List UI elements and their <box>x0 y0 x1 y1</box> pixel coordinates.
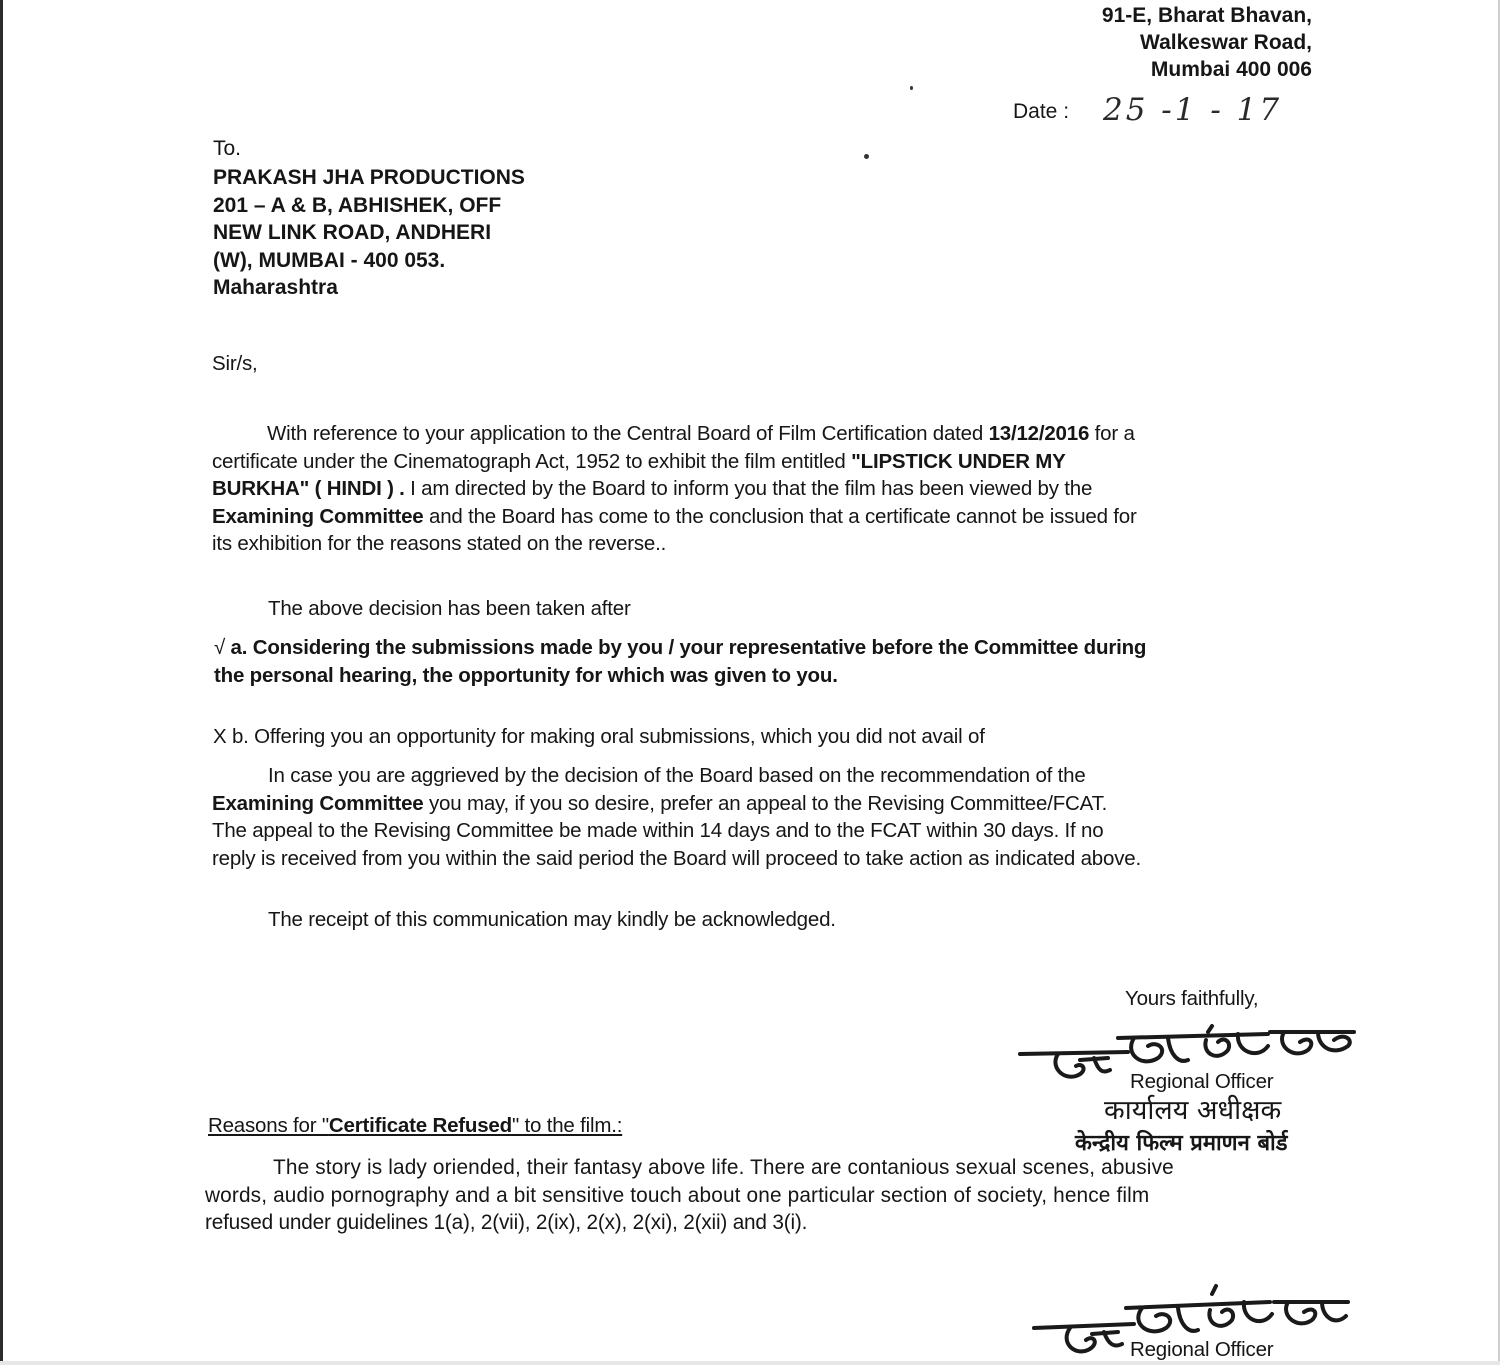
appeal-paragraph <box>212 762 1141 872</box>
stamp-designation: कार्यालय अधीक्षक <box>1104 1095 1282 1126</box>
cross-mark-icon: X <box>213 725 227 748</box>
scan-speck <box>910 86 913 90</box>
para1-line-3 <box>212 475 1137 503</box>
address-line-1: 91-E, Bharat Bhavan, <box>1101 4 1312 27</box>
signatory-title: Regional Officer <box>1130 1070 1274 1093</box>
appeal-line-2 <box>212 790 1141 818</box>
appeal-line-1: In case you are aggrieved by the decision of the Board based on the recommendation of the <box>268 764 1086 787</box>
address-line-3: Mumbai 400 006 <box>1150 58 1312 81</box>
decision-option-b <box>213 725 985 749</box>
decision-option-a <box>214 634 1146 689</box>
recipient-line-3: NEW LINK ROAD, ANDHERI <box>213 221 492 244</box>
para1-text: I am directed by the Board to inform you that the film has been viewed by the <box>404 477 1093 500</box>
para1-text: and the Board has come to the conclusion that a certificate cannot be issued for <box>423 504 1137 528</box>
option-b-text: b. Offering you an opportunity for making oral submissions, which you did not avail of <box>226 725 985 748</box>
para1-line-2 <box>212 448 1137 476</box>
para1-text: certificate under the Cinematograph Act, 1952 to exhibit the film entitled <box>212 449 852 473</box>
date-label: Date : <box>1013 100 1070 123</box>
reasons-heading <box>208 1114 622 1138</box>
reasons-heading-text <box>208 1114 622 1137</box>
para1-text: With reference to your application to the Central Board of Film Certification dated <box>267 422 989 445</box>
stamp-organization: केन्द्रीय फिल्म प्रमाणन बोर्ड <box>1075 1130 1288 1156</box>
decision-intro: The above decision has been taken after <box>268 597 631 620</box>
address-line-2: Walkeswar Road, <box>1140 31 1312 54</box>
date-handwritten: 25 -1 - 17 <box>1103 92 1283 128</box>
reasons-paragraph <box>205 1154 1174 1237</box>
reasons-line-2: words, audio pornography and a bit sensitive touch about one particular section of society, hence film <box>205 1183 1150 1207</box>
appeal-line-4: reply is received from you within the said period the Board will proceed to take action as indicated above. <box>212 846 1141 870</box>
option-a-text: a. Considering the submissions made by you / your representative before the Committee during <box>225 636 1147 659</box>
application-date: 13/12/2016 <box>988 422 1090 445</box>
heading-part: Reasons for " <box>208 1114 329 1137</box>
checkmark-icon: √ <box>214 636 226 659</box>
reasons-line-1: The story is lady oriended, their fantasy above life. There are contanious sexual scenes, abusive <box>273 1156 1174 1179</box>
scan-speck <box>864 154 869 159</box>
para1-line-4 <box>212 503 1137 531</box>
para1-text: for a <box>1089 422 1135 445</box>
acknowledge-request: The receipt of this communication may kindly be acknowledged. <box>268 908 836 931</box>
certificate-refused-label: Certificate Refused <box>328 1114 512 1137</box>
page-left-edge <box>0 0 3 1365</box>
signatory-title-2: Regional Officer <box>1130 1338 1274 1361</box>
recipient-line-2: 201 – A & B, ABHISHEK, OFF <box>213 194 502 217</box>
appeal-line-3: The appeal to the Revising Committee be made within 14 days and to the FCAT within 30 days. If no <box>212 819 1104 842</box>
option-a-line-1 <box>214 634 1146 662</box>
recipient-line-1: PRAKASH JHA PRODUCTIONS <box>213 166 525 189</box>
reference-paragraph <box>212 420 1137 558</box>
to-label: To. <box>213 137 242 160</box>
heading-part: " to the film.: <box>511 1114 623 1137</box>
option-a-line-2: the personal hearing, the opportunity for which was given to you. <box>214 663 838 687</box>
examining-committee: Examining Committee <box>212 504 424 528</box>
film-title-cont: BURKHA" ( HINDI ) . <box>212 477 405 500</box>
film-title: "LIPSTICK UNDER MY <box>851 449 1066 473</box>
recipient-line-4: (W), MUMBAI - 400 053. <box>213 249 446 272</box>
examining-committee: Examining Committee <box>212 791 424 815</box>
appeal-text: you may, if you so desire, prefer an appeal to the Revising Committee/FCAT. <box>423 791 1108 815</box>
recipient-line-5: Maharashtra <box>213 276 338 299</box>
para1-line-5: its exhibition for the reasons stated on the reverse.. <box>212 532 667 555</box>
para1-line-1 <box>212 420 1137 448</box>
closing: Yours faithfully, <box>1125 987 1259 1010</box>
reasons-line-3: refused under guidelines 1(a), 2(vii), 2(ix), 2(x), 2(xi), 2(xii) and 3(i). <box>205 1211 808 1234</box>
salutation: Sir/s, <box>212 352 258 375</box>
